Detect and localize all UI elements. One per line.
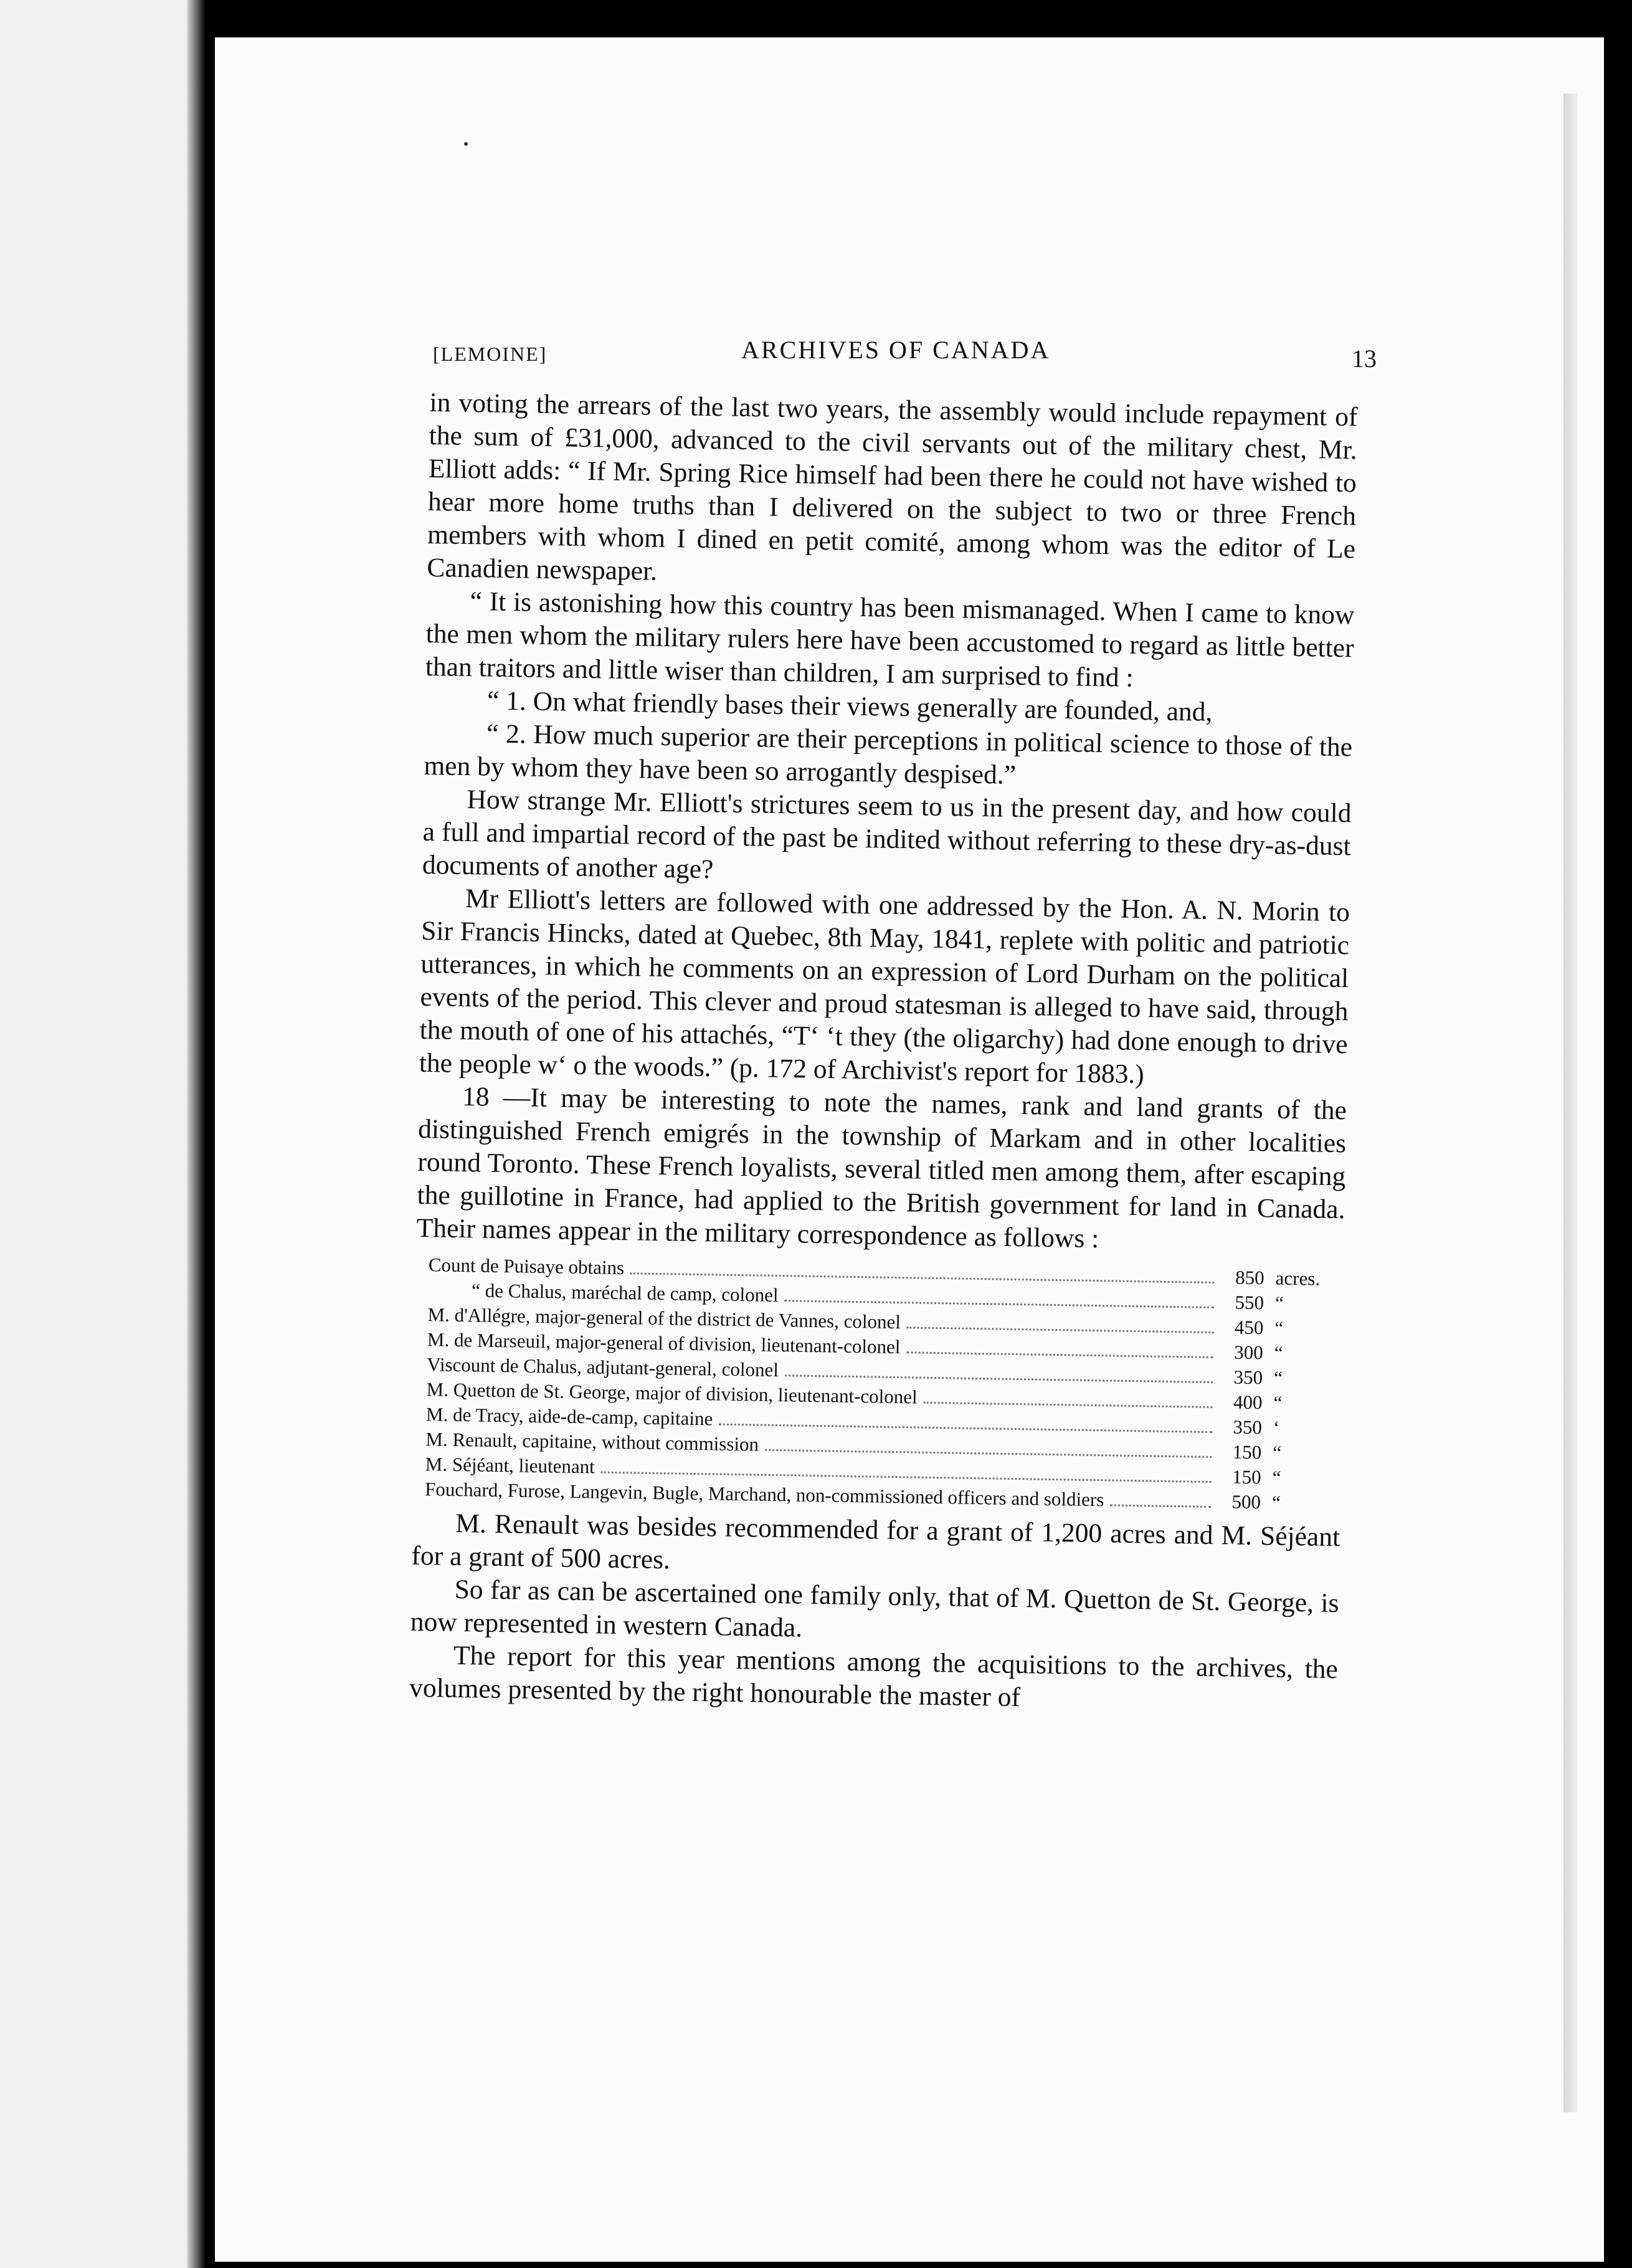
grant-acres: 300: [1234, 1341, 1264, 1364]
leader-dots: [785, 1375, 1213, 1383]
paragraph-morin-letter: Mr Elliott's letters are followed with one addressed by the Hon. A. N. Morin to Sir Francis Hincks, dated at Quebec, 8th May, 1841, replete with politic and patriotic utterances, in which he comments on an expression of Lord Durham on the political events of the period. This clever and proud statesman is alleged to have said, through the mouth of one of his attachés, “T‘ ‘t they (the oligarchy) had done enough to drive the people w‘ o the woods.” (p. 172 of Archivist's report for 1883.): [419, 884, 1350, 1090]
grant-unit: “: [1274, 1292, 1284, 1314]
page-edge-fold: [1563, 93, 1577, 2112]
running-head-author: [LEMOINE]: [433, 343, 548, 365]
leader-dots: [784, 1300, 1214, 1308]
grant-name: M. Quetton de St. George, major of division, lieutenant-colonel: [426, 1378, 918, 1408]
paragraph-elliott-quote: in voting the arrears of the last two years, the assembly would include repayment of the sum of £31,000, advanced to the civil servants out of the military chest, Mr. Elliott adds: “ If Mr. Spring Rice himself had been there he could not have wished to hear more home truths than I delivered on the subject to two or three French members with whom I dined en petit comité, among whom was the editor of Le Canadien newspaper.: [427, 387, 1358, 586]
leader-dots: [719, 1423, 1212, 1432]
grant-unit: acres.: [1275, 1267, 1321, 1290]
running-header: [433, 335, 1377, 379]
grant-name: Count de Puisaye obtains: [428, 1254, 625, 1279]
grant-acres: 400: [1233, 1391, 1263, 1414]
grant-unit: “: [1273, 1391, 1283, 1414]
grant-name: M. d'Allégre, major-general of the district de Vannes, colonel: [427, 1303, 901, 1333]
grant-acres: 350: [1233, 1366, 1263, 1389]
speck-mark: [464, 142, 468, 146]
facing-page-edge: [0, 0, 206, 2268]
body-text: [409, 386, 1358, 1719]
grant-name: M. de Tracy, aide-de-camp, capitaine: [425, 1403, 713, 1430]
paragraph-astonishing: “ It is astonishing how this country has been mismanaged. When I came to know the men whom the military rulers here have been accustomed to regard as little better than traitors and little wiser than children, I am surprised to find :: [425, 586, 1355, 693]
grant-acres: 450: [1234, 1316, 1264, 1339]
grant-acres: 850: [1235, 1266, 1264, 1289]
grant-name: M. de Marseuil, major-general of division, lieutenant-colonel: [427, 1328, 901, 1358]
leader-dots: [1110, 1504, 1211, 1508]
grant-unit: “: [1271, 1491, 1281, 1513]
grant-acres: 350: [1233, 1416, 1263, 1439]
paragraph-renault: M. Renault was besides recommended for a grant of 1,200 acres and M. Séjéant for a grant of 500 acres.: [411, 1508, 1340, 1575]
page-number: 13: [1352, 345, 1377, 373]
paragraph-point-1: “ 1. On what friendly bases their views generally are founded, and,: [486, 685, 1213, 727]
grant-name: Viscount de Chalus, adjutant-general, colonel: [427, 1353, 779, 1381]
grant-unit: ‘: [1273, 1416, 1280, 1439]
leader-dots: [906, 1351, 1213, 1358]
grant-name: Fouchard, Furose, Langevin, Bugle, Marchand, non-commissioned officers and soldiers: [424, 1478, 1104, 1511]
grant-unit: “: [1272, 1466, 1281, 1489]
land-grants-list: [425, 1252, 1344, 1516]
grant-unit: “: [1274, 1341, 1283, 1364]
paragraph-acquisitions: The report for this year mentions among the acquisitions to the archives, the volumes presented by the right honourable the master of: [409, 1640, 1339, 1713]
paragraph-strictures: How strange Mr. Elliott's strictures seem to us in the present day, and how could a full and impartial record of the past be indited without referring to these dry-as-dust documents of another age?: [422, 784, 1352, 885]
grant-name: M. Séjéant, lieutenant: [425, 1453, 595, 1478]
paragraph-st-george: So far as can be ascertained one family only, that of M. Quetton de St. George, is now represented in western Canada.: [410, 1574, 1339, 1643]
grant-acres: 550: [1235, 1291, 1264, 1314]
paragraph-point-2: “ 2. How much superior are their perceptions in political science to those of the men by whom they have been so arrogantly despised.”: [424, 718, 1353, 790]
leader-dots: [907, 1327, 1214, 1333]
grant-acres: 150: [1232, 1441, 1262, 1464]
grant-name: “ de Chalus, maréchal de camp, colonel: [471, 1279, 779, 1306]
gutter-shadow: [187, 0, 206, 2268]
leader-dots: [765, 1449, 1212, 1458]
grant-name: M. Renault, capitaine, without commission: [425, 1428, 759, 1456]
running-head-title: ARCHIVES OF CANADA: [741, 336, 1051, 364]
grant-acres: 500: [1231, 1490, 1261, 1513]
grant-unit: “: [1273, 1366, 1283, 1389]
grant-acres: 150: [1231, 1465, 1261, 1489]
paragraph-emigres: 18 —It may be interesting to note the names, rank and land grants of the distinguished French emigrés in the township of Markam and in other localities round Toronto. These French loyalists, several titled men among them, after escaping the guillotine in France, had applied to the British government for land in Canada. Their names appear in the military correspondence as follows :: [416, 1081, 1347, 1254]
grant-unit: “: [1274, 1317, 1284, 1339]
leader-dots: [924, 1402, 1213, 1408]
grant-unit: “: [1273, 1441, 1282, 1464]
